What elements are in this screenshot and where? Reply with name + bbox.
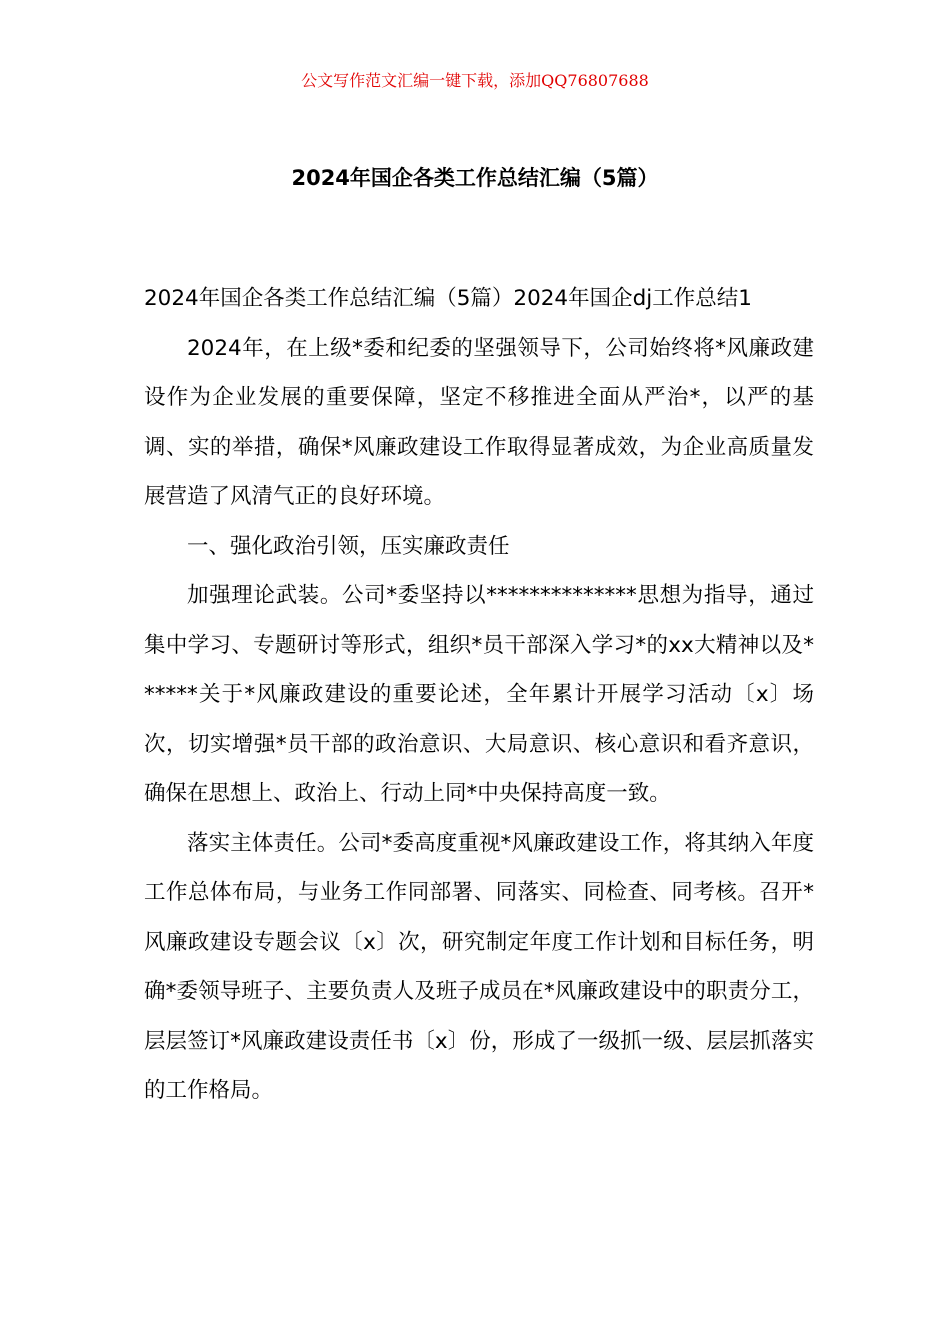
summary-paragraph: 2024年，在上级*委和纪委的坚强领导下，公司始终将*风廉政建设作为企业发展的重要保障，坚定不移推进全面从严治*，以严的基调、实的举措，确保*风廉政建设工作取得显著成效，为企业高质量发展营造了风清气正的良好环境。 — [144, 335, 814, 509]
section-heading: 一、强化政治引领，压实廉政责任 — [187, 533, 510, 559]
responsibility-paragraph: 落实主体责任。公司*委高度重视*风廉政建设工作，将其纳入年度工作总体布局，与业务工作同部署、同落实、同检查、同考核。召开*风廉政建设专题会议〔x〕次，研究制定年度工作计划和目标任务，明确*委领导班子、主要负责人及班子成员在*风廉政建设中的职责分工，层层签订*风廉政建设责任书〔x〕份，形成了一级抓一级、层层抓落实的工作格局。 — [144, 830, 814, 1103]
theory-paragraph: 加强理论武装。公司*委坚持以**************思想为指导，通过集中学习、专题研讨等形式，组织*员干部深入学习*的xx大精神以及******关于*风廉政建设的重要论述，全年累计开展学习活动〔x〕场次，切实增强*员干部的政治意识、大局意识、核心意识和看齐意识，确保在思想上、政治上、行动上同*中央保持高度一致。 — [144, 583, 814, 806]
download-notice: 公文写作范文汇编一键下载，添加QQ76807688 — [301, 71, 649, 90]
document-title: 2024年国企各类工作总结汇编（5篇） — [291, 166, 659, 190]
intro-paragraph: 2024年国企各类工作总结汇编（5篇）2024年国企dj工作总结1 — [144, 286, 752, 311]
document-body — [144, 274, 814, 1116]
